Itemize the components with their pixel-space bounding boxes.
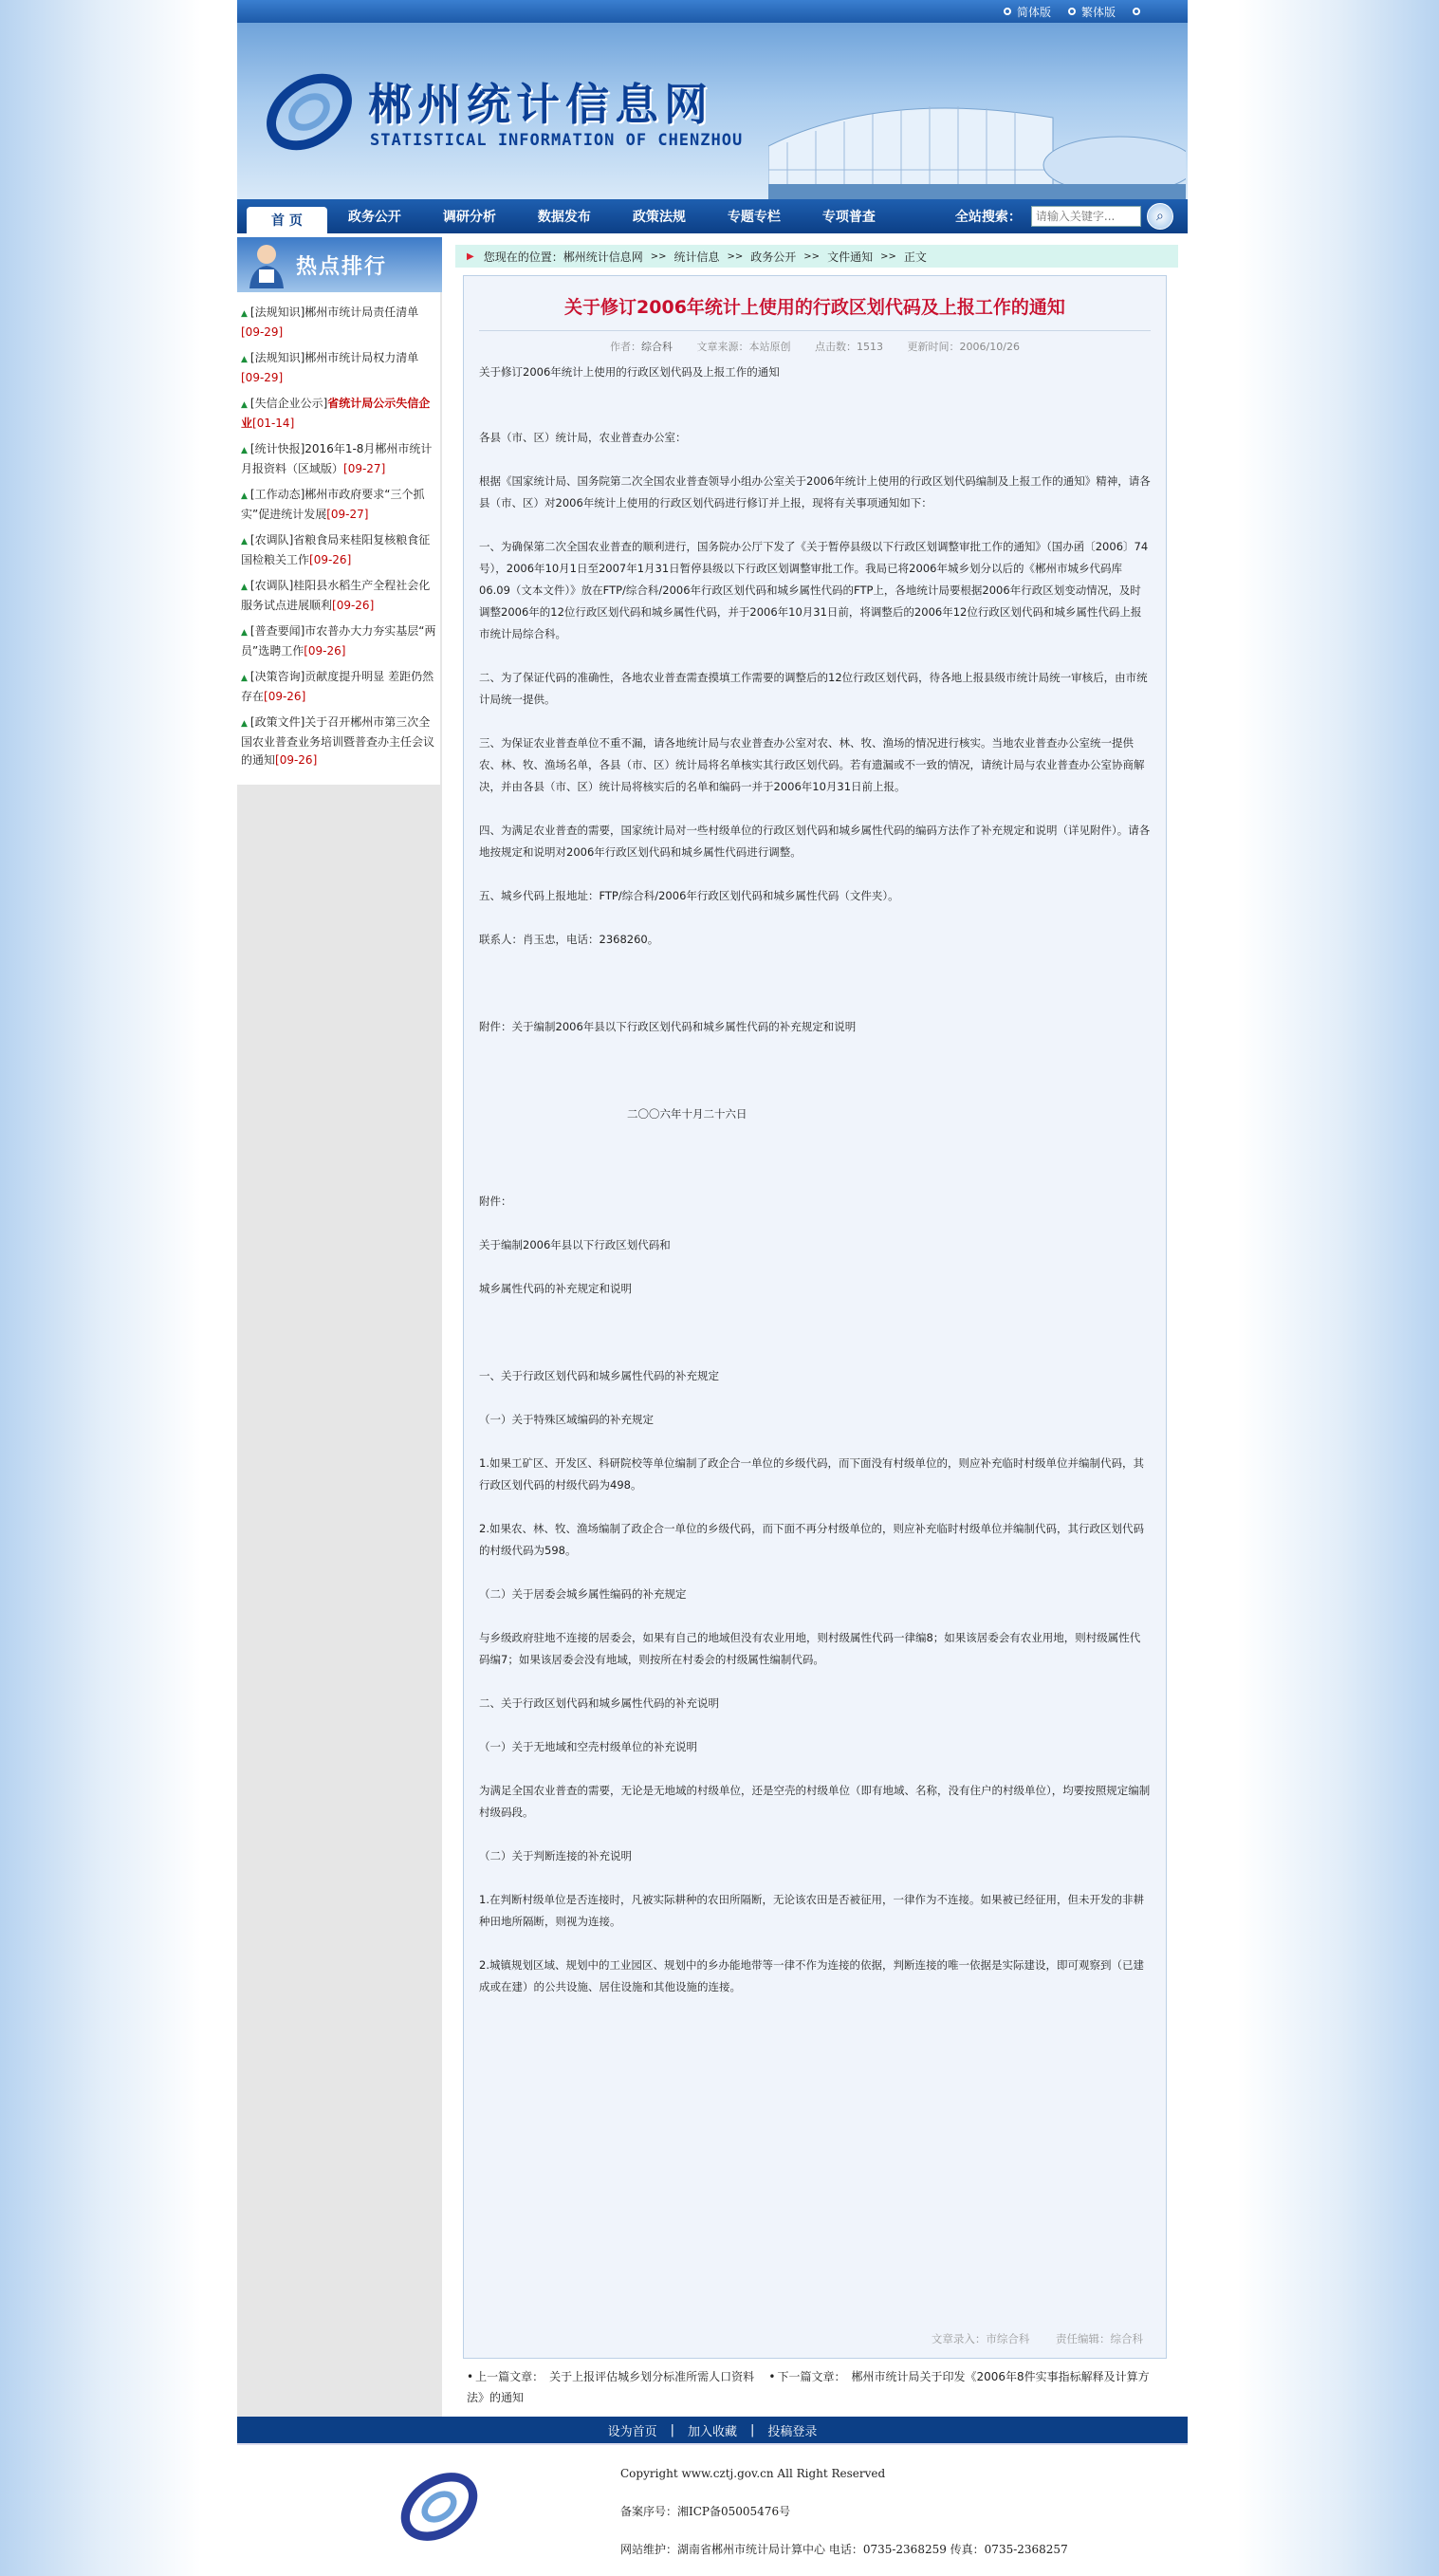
- hit-count: 点击数：1513: [815, 341, 884, 353]
- hot-ranking-list: [237, 292, 440, 785]
- maintainer: 网站维护：湖南省郴州市统计局计算中心 电话：0735-2368259 传真：0735-2368257: [620, 2543, 1068, 2556]
- article-paragraph: [479, 449, 1151, 471]
- building-illustration: [768, 80, 1186, 199]
- breadcrumb-separator-icon: >>: [727, 250, 744, 262]
- author-label: 作者：: [610, 341, 642, 353]
- article-paragraph: （二）关于居委会城乡属性编码的补充规定: [479, 1587, 687, 1601]
- article-body: [479, 361, 1151, 1998]
- prev-article-link[interactable]: 关于上报评估城乡划分标准所需人口资料: [549, 2370, 755, 2383]
- article-paragraph: [479, 1933, 1151, 1955]
- arrow-icon: ▲: [241, 719, 248, 729]
- article-paragraph: 附件：: [479, 1195, 512, 1208]
- traditional-label[interactable]: 繁体版: [1080, 5, 1116, 19]
- prev-next-links: [463, 2359, 1167, 2416]
- hot-list-item[interactable]: [241, 577, 436, 615]
- article-paragraph: [479, 1824, 1151, 1845]
- next-label: 下一篇文章：: [777, 2370, 846, 2383]
- arrow-icon: ▲: [241, 355, 248, 364]
- article-paragraph: [479, 1060, 1151, 1082]
- hot-item-date: [09-26]: [275, 753, 318, 767]
- article-paragraph: [479, 1147, 1151, 1169]
- hot-list-item[interactable]: [241, 395, 436, 433]
- hot-item-title[interactable]: [工作动态]郴州市政府要求“三个抓实”促进统计发展: [241, 488, 425, 521]
- hot-item-date: [09-29]: [241, 325, 284, 339]
- source: 文章来源：本站原创: [696, 341, 791, 353]
- article-paragraph: [479, 1496, 1151, 1518]
- bullet-icon: •: [467, 2370, 474, 2383]
- breadcrumb-separator-icon: >>: [880, 250, 896, 262]
- arrow-icon: ▲: [241, 446, 248, 455]
- article-paragraph: 2.如果农、林、牧、渔场编制了政企合一单位的乡级代码，而下面不再分村级单位的，则应补充临时村级单位并编制代码，其行政区划代码的村级代码为598。: [479, 1522, 1144, 1557]
- hot-list-item[interactable]: [241, 349, 436, 387]
- breadcrumb-gov-affairs[interactable]: 政务公开: [750, 250, 797, 264]
- nav-special-topics[interactable]: 专题专栏: [727, 210, 781, 225]
- article-paragraph: [479, 1322, 1151, 1344]
- article-paragraph: 二、为了保证代码的准确性，各地农业普查需查摸填工作需要的调整后的12位行政区划代码，待各地上报县级市统计局统一审核后，由市统计局统一提供。: [479, 671, 1148, 706]
- article-paragraph: [479, 1671, 1151, 1693]
- editor: 责任编辑：综合科: [1056, 2332, 1143, 2345]
- nav-gov-affairs[interactable]: 政务公开: [347, 210, 401, 225]
- site-logo-icon: [264, 66, 355, 158]
- article-paragraph: 五、城乡代码上报地址：FTP/综合科/2006年行政区划代码和城乡属性代码（文件夹）。: [479, 889, 899, 902]
- arrow-icon: ▲: [241, 537, 248, 547]
- arrow-icon: ▲: [241, 309, 248, 319]
- footer-nav: [237, 2417, 1188, 2443]
- hot-item-date: [09-27]: [343, 462, 386, 475]
- article-paragraph: [479, 1125, 1151, 1147]
- footer-text: [620, 2455, 1068, 2568]
- article-paragraph: 1.在判断村级单位是否连接时，凡被实际耕种的农田所隔断，无论该农田是否被征用，一律作为不连接。如果被已经征用，但未开发的非耕种田地所隔断，则视为连接。: [479, 1893, 1144, 1928]
- bullet-end: [1133, 8, 1140, 15]
- reader-icon: [237, 237, 296, 292]
- article-paragraph: [479, 1169, 1151, 1191]
- simplified-label[interactable]: 简体版: [1016, 5, 1051, 19]
- site-header: [237, 23, 1188, 199]
- breadcrumb: [455, 245, 1178, 268]
- bullet-icon: [1004, 8, 1011, 15]
- breadcrumb-separator-icon: >>: [803, 250, 821, 262]
- entry-by: 文章录入：市综合科: [931, 2332, 1030, 2345]
- author: 综合科: [641, 341, 673, 353]
- hot-list-item[interactable]: [241, 668, 436, 706]
- main-content: [455, 245, 1178, 2416]
- article-title: 关于修订2006年统计上使用的行政区划代码及上报工作的通知: [479, 287, 1151, 331]
- hot-item-title[interactable]: [决策咨询]贡献度提升明显 差距仍然存在: [241, 670, 434, 703]
- arrow-icon: ▲: [241, 491, 248, 501]
- site-subtitle: STATISTICAL INFORMATION OF CHENZHOU: [370, 131, 744, 150]
- hot-list-item[interactable]: [241, 486, 436, 524]
- breadcrumb-prefix: 您现在的位置：: [483, 250, 563, 264]
- article-paragraph: [479, 383, 1151, 405]
- site-footer: [237, 2443, 1188, 2562]
- article-paragraph: [479, 907, 1151, 929]
- icp-number: 备案序号：湘ICP备05005476号: [620, 2505, 791, 2518]
- search-icon: ⌕: [1155, 209, 1164, 224]
- hot-item-date: [09-26]: [304, 644, 346, 658]
- nav-census[interactable]: 专项普查: [821, 210, 876, 225]
- article-paragraph: 关于修订2006年统计上使用的行政区划代码及上报工作的通知: [479, 365, 780, 379]
- article-paragraph: 三、为保证农业普查单位不重不漏，请各地统计局与农业普查办公室对农、林、牧、渔场的情况进行核实。当地农业普查办公室统一提供农、林、牧、渔场名单，各县（市、区）统计局将名单核实其行政区划代码。若有遗漏或不一致的情况，请统计局与农业普查办公室协商解决，并由各县（市、区）统计局将核实后的名单和编码一并于2006年10月31日前上报。: [479, 736, 1145, 793]
- copyright: Copyright www.cztj.gov.cn All Right Reserved: [620, 2467, 886, 2480]
- hot-item-title[interactable]: [政策文件]关于召开郴州市第三次全国农业普查业务培训暨普查办主任会议的通知: [241, 715, 435, 767]
- nav-home[interactable]: 首 页: [247, 207, 327, 233]
- traditional-link[interactable]: [1068, 4, 1116, 20]
- article-paragraph: 关于编制2006年县以下行政区划代码和: [479, 1238, 671, 1251]
- top-bar: [237, 0, 1188, 23]
- add-favorite-link[interactable]: 加入收藏: [687, 2424, 737, 2439]
- left-sidebar: [237, 237, 442, 2419]
- site-title: 郴州统计信息网: [368, 79, 713, 130]
- hot-item-date: [01-14]: [252, 417, 295, 430]
- article-paragraph: 为满足全国农业普查的需要，无论是无地域的村级单位，还是空壳的村级单位（即有地域、名称，没有住户的村级单位），均要按照规定编制村级码段。: [479, 1784, 1151, 1819]
- nav-policy[interactable]: 政策法规: [632, 210, 686, 225]
- submit-login-link[interactable]: 投稿登录: [767, 2424, 818, 2439]
- article-paragraph: 二、关于行政区划代码和城乡属性代码的补充说明: [479, 1696, 719, 1710]
- divider: |: [750, 2422, 755, 2437]
- article-paragraph: （一）关于特殊区域编码的补充规定: [479, 1413, 654, 1426]
- article-paragraph: 城乡属性代码的补充规定和说明: [479, 1282, 632, 1295]
- hot-item-date: [09-27]: [326, 508, 369, 521]
- article-paragraph: 各县（市、区）统计局，农业普查办公室：: [479, 431, 687, 444]
- bullet-icon: [1068, 8, 1076, 15]
- hot-item-title[interactable]: [农调队]桂阳县水稻生产全程社会化服务试点进展顺利: [241, 579, 431, 612]
- article-paragraph: [479, 1344, 1151, 1365]
- article-paragraph: 附件：关于编制2006年县以下行政区划代码和城乡属性代码的补充规定和说明: [479, 1020, 857, 1033]
- hot-item-title[interactable]: [法规知识]郴州市统计局权力清单: [249, 351, 419, 364]
- hot-ranking-title: 热点排行: [296, 254, 388, 279]
- bullet-icon: •: [768, 2370, 776, 2383]
- article-paragraph: [479, 711, 1151, 732]
- nav-data-release[interactable]: 数据发布: [537, 210, 591, 225]
- article-paragraph: [479, 645, 1151, 667]
- article-paragraph: 根据《国家统计局、国务院第二次全国农业普查领导小组办公室关于2006年统计上使用的行政区划代码编制及上报工作的通知》精神，请各县（市、区）对2006年统计上使用的行政区划代码进行修订并上报，现将有关事项通知如下：: [479, 474, 1151, 510]
- bullet-icon: [1133, 8, 1140, 15]
- main-nav: [237, 199, 1188, 233]
- prev-label: 上一篇文章：: [475, 2370, 544, 2383]
- footer-logo-icon: [397, 2464, 482, 2549]
- arrow-icon: ▲: [241, 628, 248, 638]
- article-paragraph: 四、为满足农业普查的需要，国家统计局对一些村级单位的行政区划代码和城乡属性代码的编码方法作了补充规定和说明（详见附件）。请各地按规定和说明对2006年行政区划代码和城乡属性代码进行调整。: [479, 824, 1151, 859]
- hot-item-date: [09-29]: [241, 371, 284, 384]
- arrow-icon: ▲: [241, 674, 248, 683]
- simplified-link[interactable]: [1004, 4, 1051, 20]
- arrow-icon: ▲: [241, 400, 248, 410]
- page-wrapper: [237, 0, 1188, 2562]
- article-paragraph: 与乡级政府驻地不连接的居委会，如果有自己的地域但没有农业用地，则村级属性代码一律编8；如果该居委会有农业用地，则村级属性代码编7；如果该居委会没有地域，则按所在村委会的村级属性编制代码。: [479, 1631, 1141, 1666]
- divider: |: [670, 2422, 674, 2437]
- article-paragraph: [479, 1758, 1151, 1780]
- article-paragraph: 联系人：肖玉忠，电话：2368260。: [479, 933, 659, 946]
- breadcrumb-stat-info[interactable]: 统计信息: [673, 250, 720, 264]
- hot-list-item[interactable]: [241, 531, 436, 569]
- next-article-link[interactable]: 郴州市统计局关于印发《2006年8件实事指标解释及计算方法》的通知: [467, 2370, 1150, 2404]
- hot-list-item[interactable]: [241, 440, 436, 478]
- breadcrumb-notices[interactable]: 文件通知: [827, 250, 874, 264]
- article-paragraph: [479, 951, 1151, 973]
- article-paragraph: （一）关于无地域和空壳村级单位的补充说明: [479, 1740, 697, 1753]
- nav-research[interactable]: 调研分析: [442, 210, 496, 225]
- search-label: 全站搜索：: [954, 210, 1022, 225]
- article-paragraph: [479, 1431, 1151, 1453]
- article-paragraph: [479, 1300, 1151, 1322]
- hot-item-title[interactable]: [法规知识]郴州市统计局责任清单: [249, 306, 419, 319]
- article-paragraph: 1.如果工矿区、开发区、科研院校等单位编制了政企合一单位的乡级代码，而下面没有村级单位的，则应补充临时村级单位并编制代码，其行政区划代码的村级代码为498。: [479, 1456, 1144, 1492]
- hot-item-highlight[interactable]: 省统计局公示失信企业: [241, 397, 431, 430]
- article-paragraph: [479, 405, 1151, 427]
- hot-item-title[interactable]: [农调队]省粮食局来桂阳复核粮食征国检粮关工作: [241, 533, 431, 566]
- article-paragraph: [479, 1714, 1151, 1736]
- hot-item-title[interactable]: [失信企业公示]: [249, 397, 328, 410]
- article-paragraph: [479, 1256, 1151, 1278]
- hot-list-item[interactable]: [241, 622, 436, 660]
- article-paragraph: [479, 798, 1151, 820]
- arrow-icon: ▲: [241, 583, 248, 592]
- search-input[interactable]: [1031, 206, 1141, 227]
- article-paragraph: [479, 514, 1151, 536]
- article-paragraph: （二）关于判断连接的补充说明: [479, 1849, 632, 1863]
- article-paragraph: 一、关于行政区划代码和城乡属性代码的补充规定: [479, 1369, 719, 1382]
- hot-item-date: [09-26]: [332, 599, 375, 612]
- article-paragraph: [479, 1605, 1151, 1627]
- hot-item-title[interactable]: [普查要闻]市农普办大力夯实基层“两员”选聘工作: [241, 624, 436, 658]
- article-paragraph: [479, 973, 1151, 994]
- article-paragraph: [479, 994, 1151, 1016]
- breadcrumb-current: 正文: [903, 250, 927, 264]
- article-paragraph: [479, 1213, 1151, 1234]
- hot-item-date: [09-26]: [309, 553, 352, 566]
- article-paragraph: [479, 1038, 1151, 1060]
- breadcrumb-separator-icon: >>: [650, 250, 667, 262]
- article-paragraph: 2.城镇规划区域、规划中的工业园区、规划中的乡办能地带等一律不作为连接的依据，判断连接的唯一依据是实际建设，即可观察到（已建成或在建）的公共设施、居住设施和其他设施的连接。: [479, 1958, 1144, 1993]
- breadcrumb-home[interactable]: 郴州统计信息网: [563, 250, 643, 264]
- hot-item-date: [09-26]: [264, 690, 306, 703]
- hot-ranking-header: [237, 237, 442, 292]
- article-paragraph: [479, 863, 1151, 885]
- article-panel: [463, 275, 1167, 2359]
- search-button[interactable]: [1147, 203, 1173, 230]
- article-paragraph: 二〇〇六年十月二十六日: [627, 1107, 747, 1121]
- article-paragraph: [479, 1387, 1151, 1409]
- hot-list-item[interactable]: [241, 713, 436, 769]
- article-paragraph: [479, 1867, 1151, 1889]
- updated-time: 更新时间：2006/10/26: [907, 341, 1020, 353]
- article-meta: [479, 331, 1151, 361]
- hot-item-title[interactable]: [统计快报]2016年1-8月郴州市统计月报资料（区域版）: [241, 442, 433, 475]
- hot-list-item[interactable]: [241, 304, 436, 342]
- article-paragraph: 一、为确保第二次全国农业普查的顺利进行，国务院办公厅下发了《关于暂停县级以下行政区划调整审批工作的通知》（国办函〔2006〕74号），2006年10月1日至2007年1月31日暂停县级以下行政区划调整审批工作。我局已将2006年城乡划分以后的《郴州市城乡代码库06.09（文本文件）》放在FTP/综合科/2006年行政区划代码和城乡属性代码的FTP上，各地统计局要根据2006年行政区划变动情况，及时调整2006年的12位行政区划代码和城乡属性代码，并于2006年10月31日前，将调整后的2006年12位行政区划代码和城乡属性代码上报市统计局综合科。: [479, 540, 1149, 640]
- set-homepage-link[interactable]: 设为首页: [607, 2424, 657, 2439]
- article-paragraph: [479, 1082, 1151, 1103]
- article-footer: [909, 2331, 1143, 2346]
- arrow-icon: ▶: [467, 250, 474, 262]
- article-paragraph: [479, 1562, 1151, 1584]
